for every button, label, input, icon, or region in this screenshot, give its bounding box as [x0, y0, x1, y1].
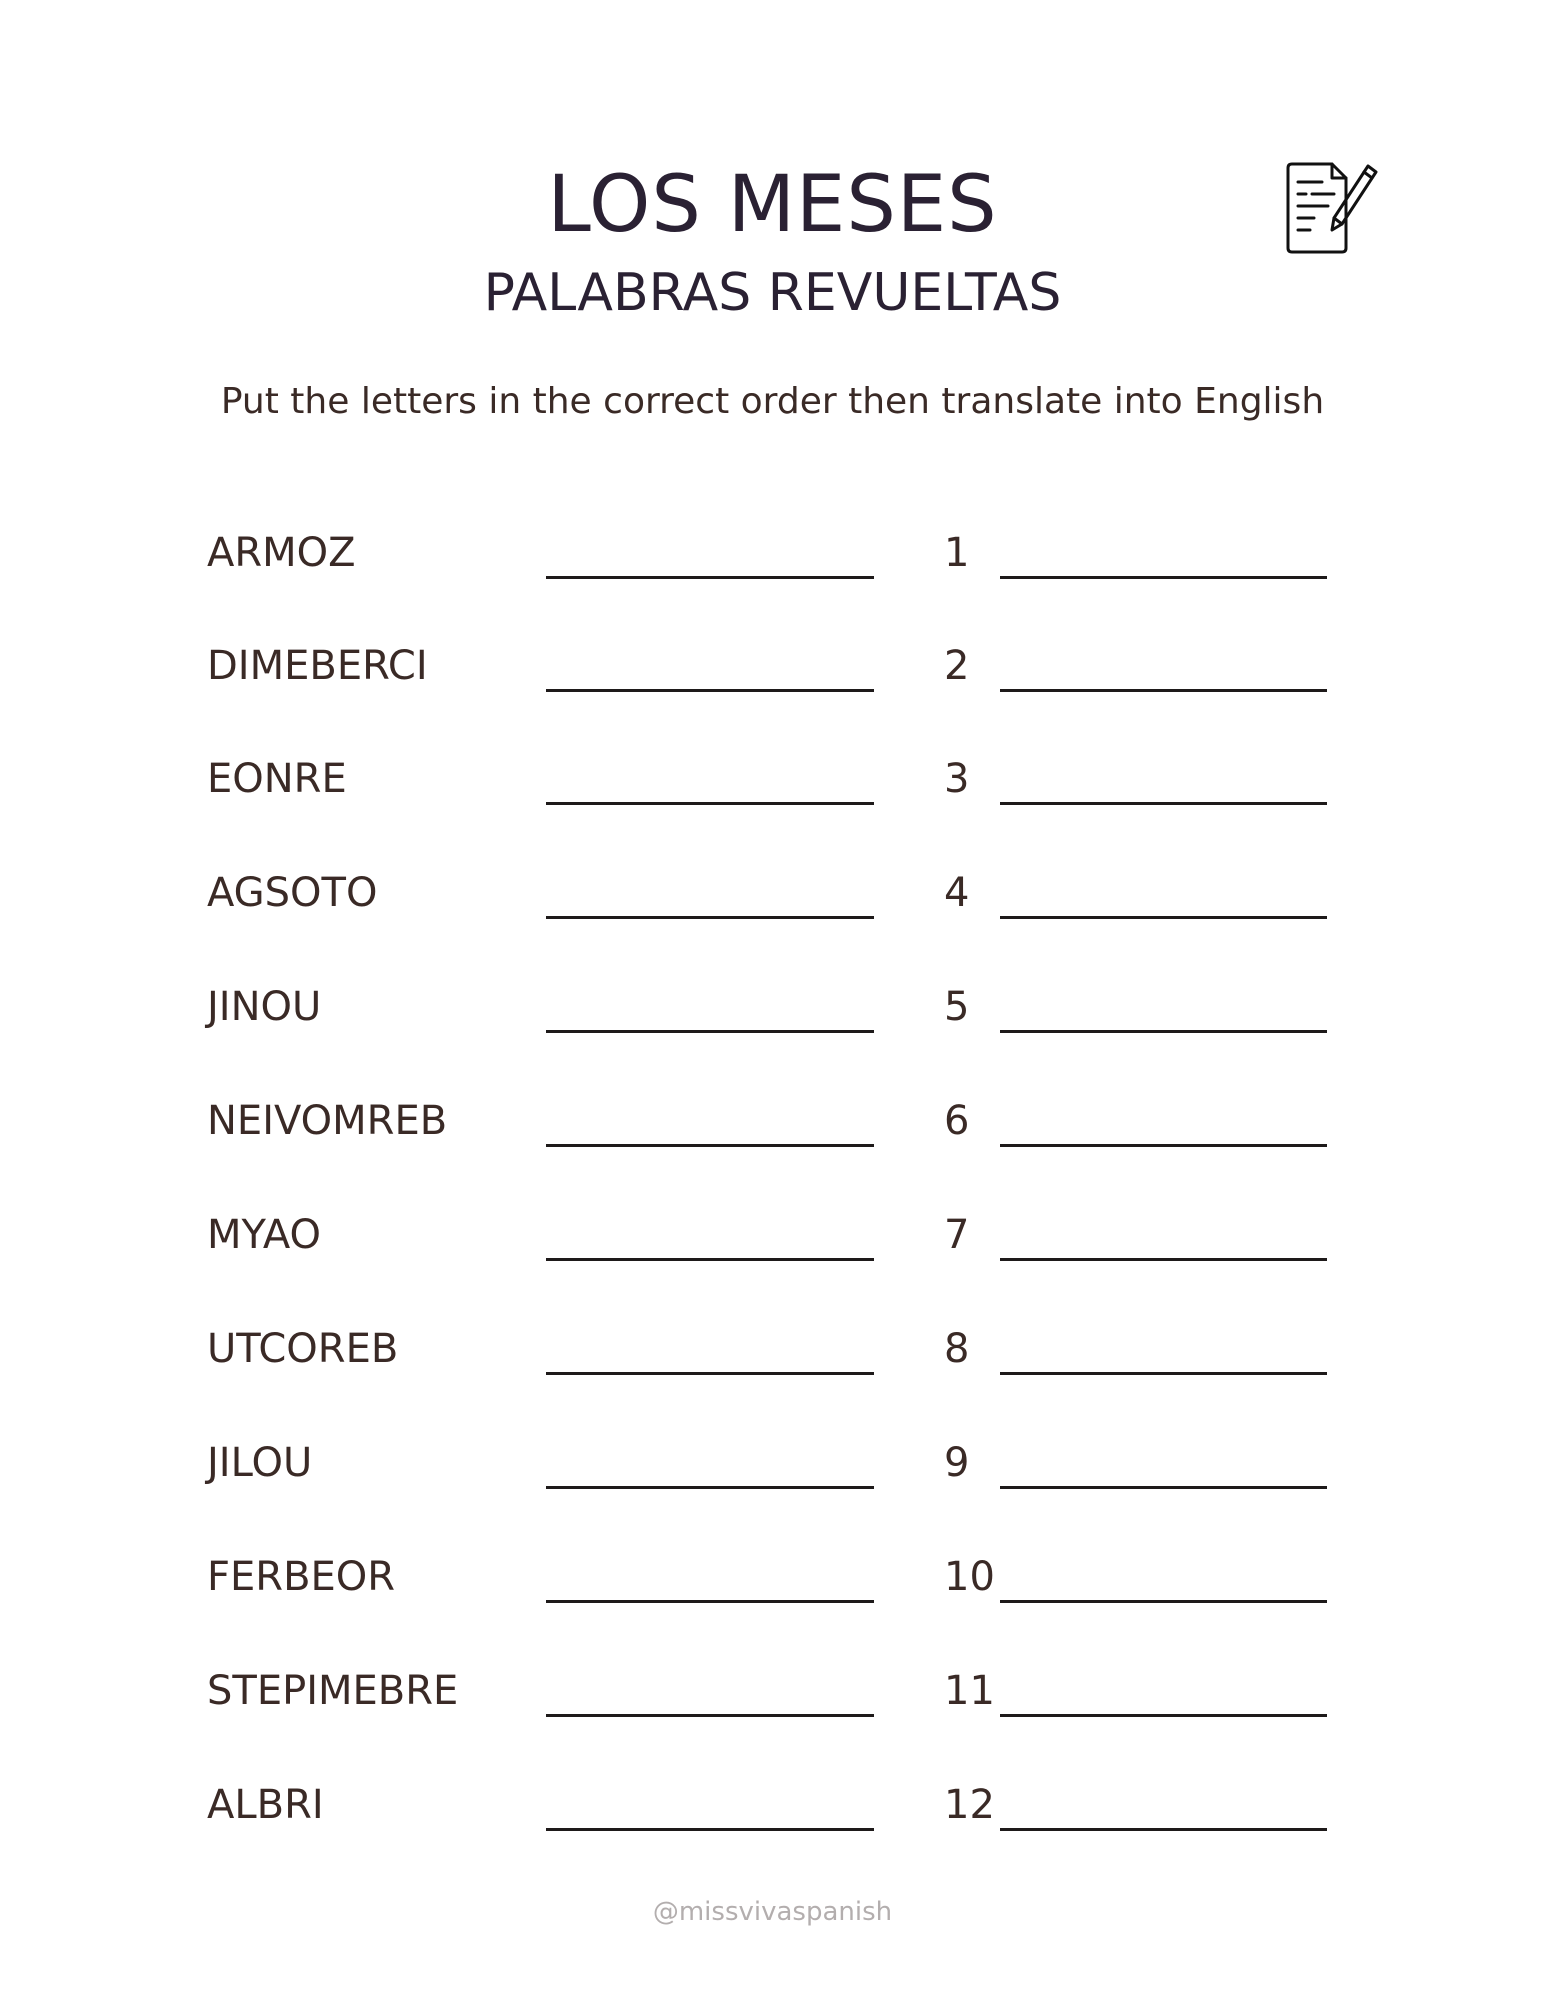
answer-line-spanish[interactable] [546, 1714, 874, 1717]
word-row [0, 1304, 1545, 1384]
scrambled-word: JILOU [207, 1440, 313, 1486]
scrambled-word: AGSOTO [207, 870, 378, 916]
answer-line-english[interactable] [1000, 1030, 1327, 1033]
scrambled-word: NEIVOMREB [207, 1098, 448, 1144]
answer-line-spanish[interactable] [546, 689, 874, 692]
word-row [0, 1190, 1545, 1270]
scrambled-word: FERBEOR [207, 1554, 396, 1600]
word-row [0, 1532, 1545, 1612]
answer-line-english[interactable] [1000, 1486, 1327, 1489]
scrambled-word: MYAO [207, 1212, 321, 1258]
answer-line-spanish[interactable] [546, 916, 874, 919]
item-number: 7 [944, 1212, 970, 1258]
word-row [0, 1418, 1545, 1498]
answer-line-english[interactable] [1000, 1372, 1327, 1375]
answer-line-english[interactable] [1000, 1258, 1327, 1261]
answer-line-english[interactable] [1000, 1144, 1327, 1147]
answer-line-spanish[interactable] [546, 1372, 874, 1375]
scrambled-word: JINOU [207, 984, 322, 1030]
scrambled-word: UTCOREB [207, 1326, 399, 1372]
page-title: LOS MESES [547, 160, 998, 250]
answer-line-spanish[interactable] [546, 1030, 874, 1033]
item-number: 5 [944, 984, 970, 1030]
answer-line-spanish[interactable] [546, 1828, 874, 1831]
item-number: 9 [944, 1440, 970, 1486]
word-row [0, 621, 1545, 701]
word-row [0, 1646, 1545, 1726]
answer-line-spanish[interactable] [546, 1258, 874, 1261]
word-row [0, 848, 1545, 928]
word-row [0, 1076, 1545, 1156]
answer-line-english[interactable] [1000, 689, 1327, 692]
answer-line-spanish[interactable] [546, 1600, 874, 1603]
scrambled-word: ALBRI [207, 1782, 324, 1828]
answer-line-english[interactable] [1000, 1600, 1327, 1603]
word-row [0, 962, 1545, 1042]
footer-handle: @missvivaspanish [652, 1897, 893, 1927]
item-number: 12 [944, 1782, 995, 1828]
scrambled-word: ARMOZ [207, 530, 356, 576]
answer-line-english[interactable] [1000, 576, 1327, 579]
answer-line-english[interactable] [1000, 1714, 1327, 1717]
item-number: 3 [944, 756, 970, 802]
item-number: 1 [944, 530, 970, 576]
answer-line-spanish[interactable] [546, 1144, 874, 1147]
item-number: 10 [944, 1554, 995, 1600]
answer-line-spanish[interactable] [546, 576, 874, 579]
instructions: Put the letters in the correct order then translate into English [220, 381, 1325, 422]
answer-line-english[interactable] [1000, 916, 1327, 919]
word-row [0, 734, 1545, 814]
word-row [0, 508, 1545, 588]
answer-line-spanish[interactable] [546, 802, 874, 805]
scrambled-word: DIMEBERCI [207, 643, 428, 689]
answer-line-spanish[interactable] [546, 1486, 874, 1489]
item-number: 4 [944, 870, 970, 916]
word-row [0, 1760, 1545, 1840]
answer-line-english[interactable] [1000, 802, 1327, 805]
answer-line-english[interactable] [1000, 1828, 1327, 1831]
item-number: 2 [944, 643, 970, 689]
scrambled-word: EONRE [207, 756, 347, 802]
scrambled-word: STEPIMEBRE [207, 1668, 459, 1714]
item-number: 6 [944, 1098, 970, 1144]
item-number: 8 [944, 1326, 970, 1372]
item-number: 11 [944, 1668, 995, 1714]
page-subtitle: PALABRAS REVUELTAS [483, 263, 1062, 323]
